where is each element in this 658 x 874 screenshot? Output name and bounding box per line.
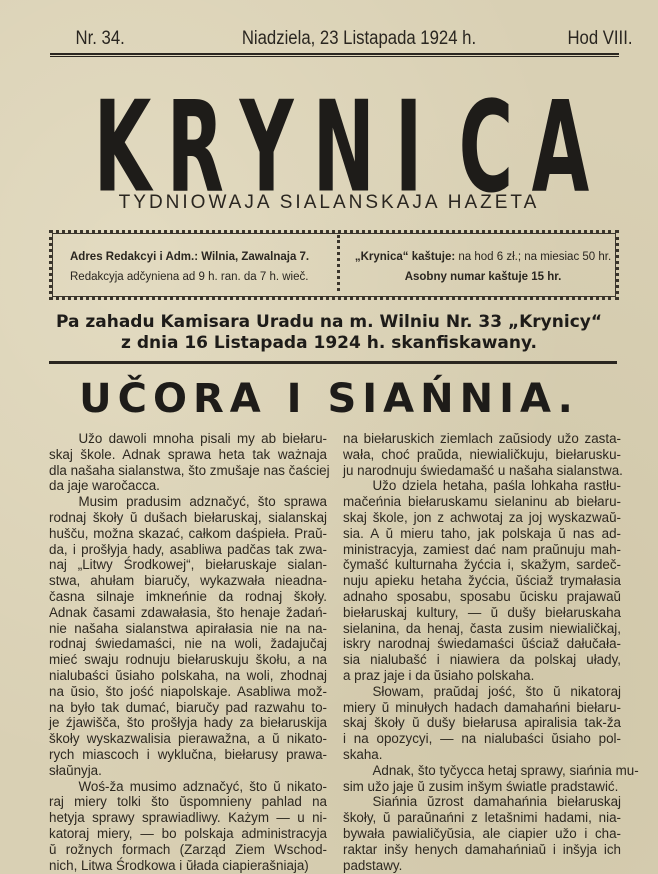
text-line: na ŭsio, što jość niapolskaje. Asabliwa mož- <box>49 683 327 699</box>
text-line: nialubaści ŭsiaho polskaha, na woli, zhodnaj <box>49 667 327 683</box>
text-line: hetyja sprawy sprawiadliwy. Każym — u ni- <box>49 810 327 826</box>
text-line: sia. A ŭ mieru taho, jak polskaja ŭ nas ad- <box>343 525 621 541</box>
issue-year: Hod VIII. <box>567 28 633 49</box>
text-line: je źjawišča, što prošłyja hady za biełaruskija <box>49 715 327 731</box>
text-line: skaj škoły ŭ dušy biełarusa apiralisia tak-ža <box>343 715 621 731</box>
text-line: raktar inšy henych damahańniaŭ i inšyja ich <box>343 841 621 857</box>
text-line: Užo dawoli mnoha pisali my ab biełaru- <box>78 431 327 446</box>
text-line: Siańnia ŭzrost damahańnia biełaruskaj <box>372 794 621 810</box>
text-line: Słowam, praŭdaj jość, što ŭ nikatoraj <box>372 683 621 699</box>
text-line: stwa, ahułam biaručy, wykazwała nieadna- <box>49 573 327 589</box>
address-line: Adres Redakcyi i Adm.: Wilnia, Zawalnaja 7. <box>70 251 310 263</box>
title-letter: Y <box>239 75 293 222</box>
text-line: rych miascoch i wyklučna, biełarusy prawa- <box>49 746 327 762</box>
info-box <box>49 230 619 300</box>
text-line: ministracyja, zamiest dać nam praŭnuju mah- <box>343 541 621 557</box>
text-line: ju narodnuju świedamašć u našaha sialanstwa. <box>343 462 623 478</box>
text-line: dla našaha sialanstwa, što zmušaje nas čaściej <box>49 462 330 478</box>
text-line: na biełaruskich ziemlach zaŭsiody užo zasta- <box>343 431 621 446</box>
single-issue-price: Asobny numar kaštuje 15 hr. <box>404 271 562 283</box>
text-line: miery ŭ minułych hadach damahańni biełaru- <box>343 699 621 715</box>
issue-date: Niadziela, 23 Listapada 1924 h. <box>241 28 477 49</box>
text-line: adnaho sposabu, sposabu ŭcisku prajawaŭ <box>343 588 621 604</box>
section-rule <box>49 361 617 364</box>
article-paragraph <box>343 431 621 478</box>
title-letter: I <box>394 75 422 222</box>
subscription-label: „Krynica“ kaštuje: <box>354 251 456 263</box>
text-line: a praz jaje i da ŭsiaho polskaha. <box>343 667 535 683</box>
text-line: čymašć kulturnaha žyćcia i, skažym, sardeč- <box>343 557 621 573</box>
notice-line: z dnia 16 Listapada 1924 h. skanfiskawany. <box>121 333 537 353</box>
text-line: naj „Litwy Środkowej“, biełaruskaje sialan- <box>49 557 327 573</box>
article-headline: UČORA I SIAŃNIA. <box>79 376 579 422</box>
notice-line: Pa zahadu Kamisara Uradu na m. Wilniu Nr. 33 „Krynicy“ <box>55 312 603 332</box>
masthead-rule <box>50 53 619 57</box>
text-line: skaha. <box>343 746 383 762</box>
text-line: Užo dziela hetaha, paśla lohkaha rastłu- <box>372 478 621 494</box>
text-line: sielanina, da henaj, časta zusim niewialičkaj, <box>343 620 621 636</box>
text-line: padstawy. <box>343 857 403 873</box>
text-line: iskry narodnaj świedamaści ŭściaž dałučała- <box>343 636 621 652</box>
price-info <box>352 247 614 287</box>
subscription-price: na hod 6 zł.; na miesiac 50 hr. <box>455 251 612 263</box>
article-paragraph <box>343 684 621 763</box>
office-hours-line: Redakcyja adčyniena ad 9 h. ran. da 7 h. wieč. <box>70 271 309 283</box>
text-line: na było tak dumać, biaručy pad razwahu to- <box>49 699 327 715</box>
text-line: da, i prošłyja hady, asabliwa padčas tak zwa- <box>49 541 327 557</box>
article-paragraph <box>343 794 621 873</box>
text-line: Adnak časami zdawałasia, što henaje žadań- <box>49 604 327 620</box>
article-paragraph <box>49 779 327 874</box>
title-letter: A <box>531 75 589 222</box>
text-line: rodnaj świedamaści, nie na woli, žadajučaj <box>49 636 327 652</box>
article-paragraph <box>343 762 639 795</box>
newspaper-subtitle: TYDNIOWAJA SIALANSKAJA HAZETA <box>118 192 540 213</box>
issue-number: Nr. 34. <box>75 28 125 49</box>
article-column-left <box>49 431 330 873</box>
article-paragraph <box>343 478 621 683</box>
text-line: mačeńnia biełaruskamu sielaninu ab biełaru- <box>343 494 621 510</box>
text-line: słaŭnyja. <box>49 762 102 778</box>
text-line: raj miery tolki što ŭspomnieny pahlad na <box>49 794 327 810</box>
text-line: nie našaha sialanstwa apirałasia nie na na- <box>49 620 327 636</box>
title-letter: C <box>458 75 513 222</box>
text-line: katoraj miery, — bo polskaja administracyja <box>49 825 327 841</box>
text-line: i na opozycyi, — na nialubaści ŭsiaho pol- <box>343 731 621 747</box>
article-paragraph <box>49 431 330 494</box>
info-box-divider <box>337 235 343 291</box>
confiscation-notice <box>0 312 658 354</box>
text-line: sim užo jaje ŭ zusim inšym światle pradstawić. <box>343 778 619 794</box>
text-line: hušču, možna skazać, całkom daśpieła. Praŭ- <box>49 525 327 541</box>
issue-info-line <box>50 28 633 52</box>
address-info <box>70 247 330 287</box>
text-line: Woś-ža musimo adznačyć, što ŭ nikato- <box>78 778 327 794</box>
text-line: ŭ rožnych formach (Zarząd Ziem Wschod- <box>49 841 327 857</box>
text-line: da jaje waročacca. <box>49 478 160 494</box>
subscription-price-line <box>352 247 614 267</box>
text-line: nich, Litwa Środkowa i ŭłada ciapierašniaja) <box>49 857 309 873</box>
text-line: biełaruskaj kultury, — ŭ dušy biełaruskaha <box>343 604 621 620</box>
text-line: Adnak, što tyčycca hetaj sprawy, siańnia mu- <box>372 762 639 778</box>
text-line: mieć swaju rodnuju biełaruskuju škołu, a na <box>49 652 327 668</box>
text-line: sia nialubašć i niawiera da polskaj ułady, <box>343 652 621 668</box>
text-line: nuju apieku hetaha žyćcia, ŭściaž trymałasia <box>343 573 621 589</box>
text-line: časna silnaje imkneńnie da rodnaj škoły. <box>49 588 327 604</box>
article-column-right <box>343 431 639 873</box>
text-line: škoły, ŭ paraŭnańni z letašnimi hadami, nia- <box>343 810 621 826</box>
title-letter: K <box>93 75 151 222</box>
text-line: bywała pawialičyŭsia, ale ciapier užo i cha- <box>343 825 621 841</box>
text-line: skaj škole. Adnak sprawa heta tak ważnaja <box>49 446 327 462</box>
text-line: škoły wyskazwalisia pierawažna, a ŭ nikato- <box>49 731 327 747</box>
article-paragraph <box>49 494 327 778</box>
title-letter: N <box>312 75 374 222</box>
title-letter: R <box>166 75 223 222</box>
text-line: wała, choć praŭda, niewialičkuju, biełarusku- <box>343 446 621 462</box>
text-line: rodnaj škoły ŭ dušach biełaruskaj, sialanskaj <box>49 509 327 525</box>
text-line: Musim pradusim adznačyć, što sprawa <box>78 494 327 510</box>
text-line: skaj škole, jon z achwotaj za joj wyskazwaŭ- <box>343 509 621 525</box>
